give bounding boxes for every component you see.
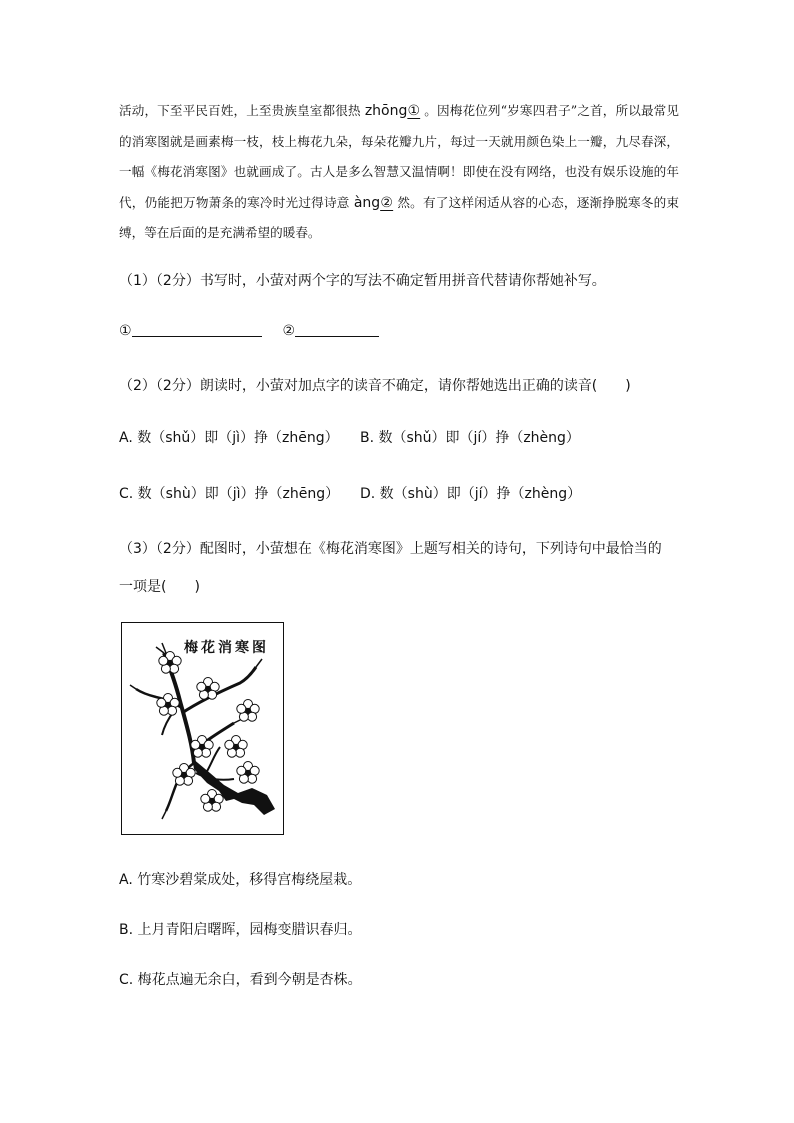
answer-2-blank[interactable] [295,322,379,337]
question-3-prompt-line2: 一项是( ) [119,579,200,595]
question-1-prompt: （1）（2分）书写时，小萤对两个字的写法不确定暂用拼音代替请你帮她补写。 [119,273,606,289]
question-3-option-a[interactable]: A. 竹寒沙碧棠成处，移得宫梅绕屋栽。 [119,872,362,888]
reading-passage [119,96,679,249]
pinyin-ang: àng [353,194,381,211]
answer-1-blank[interactable] [132,322,262,337]
question-2-option-d[interactable]: D. 数（shù）即（jí）挣（zhèng） [360,486,582,502]
question-2-option-a[interactable]: A. 数（shǔ）即（jì）挣（zhēng） [119,430,339,446]
question-2-prompt: （2）（2分）朗读时，小萤对加点字的读音不确定，请你帮她选出正确的读音( ) [119,378,631,394]
plum-branch-illustration [122,623,283,834]
question-3-option-b[interactable]: B. 上月青阳启曙晖，园梅变腊识春归。 [119,922,362,938]
question-1-answer-lines [119,322,379,339]
plum-blossom-figure [121,622,284,835]
question-2-option-c[interactable]: C. 数（shù）即（jì）挣（zhēng） [119,486,340,502]
question-2-option-b[interactable]: B. 数（shǔ）即（jí）挣（zhèng） [360,430,580,446]
question-3-option-c[interactable]: C. 梅花点遍无余白，看到今朝是杏株。 [119,972,362,988]
figure-title: 梅花消寒图 [184,640,269,656]
passage-text: 活动，下至平民百姓，上至贵族皇室都很热 zhōng① 。因梅花位列“岁寒四君子”之首，所以最常见的消寒图就是画素梅一枝，枝上梅花九朵，每朵花瓣九片，每过一天就用颜色染上一瓣，九尽春深，一幅《梅花消寒图》也就画成了。古人是多么智慧又温情啊！即使在没有网络，也没有娱乐设施的年代，仍能把万物萧条的寒冷时光过得诗意 àng② 然。有了这样闲适从容的心态，逐渐挣脱寒冬的束缚，等在后面的是充满希望的暖春。 [119,103,679,240]
blank-2-marker: ② [380,194,394,211]
pinyin-zhong: zhōng [364,103,408,119]
question-3-prompt-line1: （3）（2分）配图时，小萤想在《梅花消寒图》上题写相关的诗句，下列诗句中最恰当的 [119,541,662,557]
answer-1-label: ① [119,323,132,339]
answer-2-label: ② [282,323,296,339]
blank-1-marker: ① [407,103,421,119]
